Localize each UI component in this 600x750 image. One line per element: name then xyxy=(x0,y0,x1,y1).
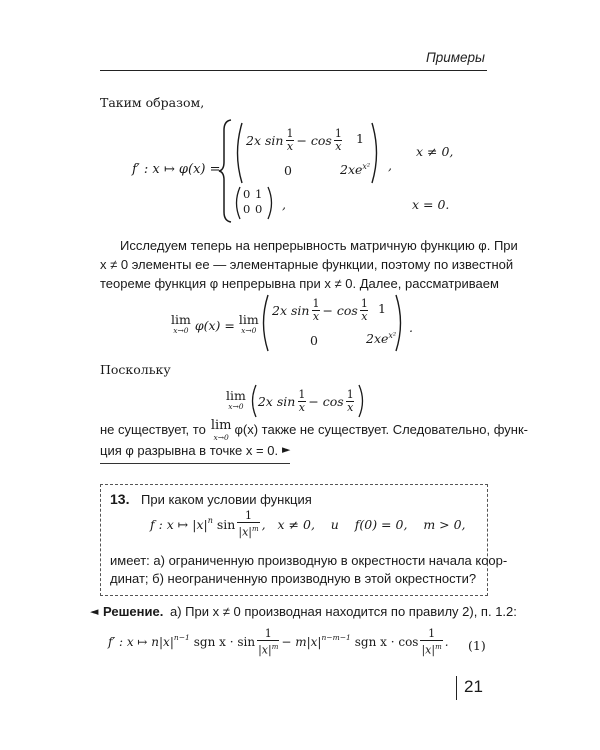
row1-condition: x ≠ 0, xyxy=(416,144,454,159)
paragraph2-underline xyxy=(100,463,290,464)
matrix2-right-paren xyxy=(266,186,276,220)
fraction-1-over-x: $\frac{1}{x}$ xyxy=(360,297,368,323)
paragraph1-line2: x ≠ 0 элементы ее — элементарные функции, поэтому по известной xyxy=(100,257,514,272)
matrix2-m12: 1 xyxy=(255,187,263,201)
equation-number: (1) xyxy=(468,638,486,653)
fraction-1-over-abs-x-m: $\frac{1}{|x|^m}$ xyxy=(238,509,259,539)
limit2-expression: lim x→0 2x sin $\frac{1}{x}$ − cos $\frac{1}{x}$ xyxy=(226,384,367,418)
matrix2-comma: , xyxy=(282,197,286,212)
header-rule xyxy=(100,70,487,71)
limit-matrix-left-paren xyxy=(258,294,270,352)
matrix1-left-paren xyxy=(232,122,244,184)
limit-matrix-a11: 2x sin $\frac{1}{x}$ − cos $\frac{1}{x}$ xyxy=(272,297,368,323)
solution-marker-icon: ◄ xyxy=(90,605,99,618)
matrix1-a11-prefix: 2x sin xyxy=(246,133,284,148)
matrix1-right-paren xyxy=(370,122,382,184)
limit-matrix-a21: 0 xyxy=(310,333,318,348)
fraction-1-over-x: $\frac{1}{x}$ xyxy=(298,387,306,414)
piecewise-lhs: f′ : x ↦ φ(x) = xyxy=(132,162,221,177)
matrix2-left-paren xyxy=(232,186,242,220)
limit-matrix-a22: $2xe^{x^2}$ xyxy=(366,331,397,347)
matrix2-m21: 0 xyxy=(243,202,251,216)
intro-text: Таким образом, xyxy=(100,95,205,110)
limit-matrix-a12: 1 xyxy=(378,301,386,316)
page-number-rule xyxy=(456,676,457,700)
problem-line3: имеет: а) ограниченную производную в окрестности начала коор- xyxy=(110,553,508,568)
matrix2-m22: 0 xyxy=(255,202,263,216)
paragraph1-line3: теореме функция φ непрерывна при x ≠ 0. Далее, рассматриваем xyxy=(100,276,499,291)
fraction-1-over-abs-x-m: $\frac{1}{|x|^m}$ xyxy=(421,627,442,657)
matrix1-a22: $2xe^{x^2}$ xyxy=(340,162,371,178)
end-of-proof-icon: ► xyxy=(282,443,291,456)
paragraph2-line2: ция φ разрывна в точке x = 0. xyxy=(100,443,279,458)
limit2-left-paren xyxy=(248,384,258,418)
matrix1-comma: , xyxy=(388,158,392,173)
matrix2-grid xyxy=(243,187,267,216)
page-number: 21 xyxy=(464,677,483,696)
solution-text: а) При x ≠ 0 производная находится по правилу 2), п. 1.2: xyxy=(170,604,517,619)
running-header: Примеры xyxy=(425,50,485,65)
matrix1-a11-middle: − cos xyxy=(296,133,332,148)
matrix1-a21: 0 xyxy=(284,163,292,178)
limit-display-tail: . xyxy=(409,320,413,335)
matrix1-a12: 1 xyxy=(356,131,364,146)
fraction-1-over-abs-x-m: $\frac{1}{|x|^m}$ xyxy=(258,627,279,657)
row2-condition: x = 0. xyxy=(412,197,450,212)
limit-display-lhs: lim x→0 φ(x) = lim x→0 xyxy=(171,312,259,335)
paragraph2-line1: не существует, то lim x→0 φ(x) также не существует. Следовательно, функ- xyxy=(100,418,528,442)
solution-label: Решение. xyxy=(103,604,164,619)
fraction-1-over-x: $\frac{1}{x}$ xyxy=(346,387,354,414)
fraction-1-over-x: $\frac{1}{x}$ xyxy=(312,297,320,323)
matrix2-m11: 0 xyxy=(243,187,251,201)
paragraph1-line1: Исследуем теперь на непрерывность матричную функцию φ. При xyxy=(120,238,518,253)
fraction-1-over-x: $\frac{1}{x}$ xyxy=(334,127,342,153)
limit2-right-paren xyxy=(357,384,367,418)
problem-question: При каком условии функция xyxy=(141,492,312,507)
since-text: Поскольку xyxy=(100,362,171,377)
fraction-1-over-x: $\frac{1}{x}$ xyxy=(286,127,294,153)
problem-number: 13. xyxy=(110,491,130,507)
matrix1-a11 xyxy=(246,128,345,153)
problem-line4: динат; б) неограниченную производную в этой окрестности? xyxy=(110,571,477,586)
problem-formula: f : x ↦ |x| $^n$ sin $\frac{1}{|x|^m}$ , x ≠ 0, и f(0) = 0, m > 0, xyxy=(150,509,466,539)
derivative-formula: f′ : x ↦ n|x| $^{n-1}$ sgn x · sin $\frac{1}{|x|^m}$ − m|x| $^{n-m-1}$ sgn x · cos $\frac{1}{|x|^m}$ . xyxy=(108,627,449,657)
